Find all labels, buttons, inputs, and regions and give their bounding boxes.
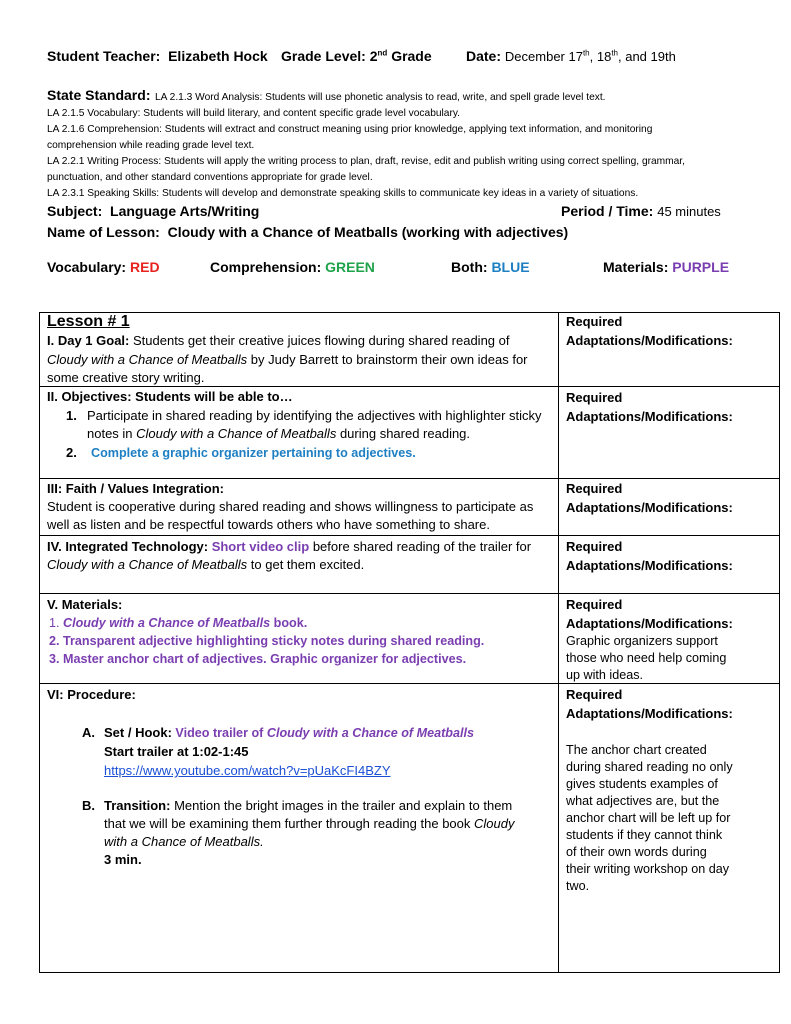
- procedure-b-letter: B.: [82, 798, 95, 813]
- goal-line-2: [47, 351, 528, 370]
- procedure-b-label: Transition:: [104, 798, 171, 813]
- procedure-a-text: Video trailer of: [171, 726, 267, 740]
- tech-line-1: [47, 538, 531, 557]
- legend-materials-color: PURPLE: [672, 259, 730, 275]
- materials-title: V. Materials:: [47, 597, 123, 612]
- subject-label: Subject:: [47, 203, 103, 219]
- standard-line-2: LA 2.1.5 Vocabulary: Students will build literary, and content specific grade level vocabulary.: [47, 107, 461, 119]
- tech-text-1: before shared reading of the trailer for: [309, 539, 532, 554]
- lesson-name-label: Name of Lesson:: [47, 224, 160, 240]
- teacher-name: Elizabeth Hock: [168, 48, 268, 64]
- date-sup-b: th: [611, 48, 618, 58]
- teacher-label: Student Teacher:: [47, 48, 161, 64]
- procedure-b-text-2: that we will be examining them further through reading the book: [104, 816, 474, 831]
- header-grade: [281, 48, 432, 64]
- faith-line-2: well as listen and be respectful towards others who have something to share.: [47, 517, 490, 532]
- procedure-a-label: Set / Hook:: [104, 725, 172, 740]
- objective-1-line-1: Participate in shared reading by identifying the adjectives with highlighter sticky: [87, 408, 542, 423]
- goal-text-2: by Judy Barrett to brainstorm their own ideas for: [247, 352, 528, 367]
- legend-both-color: BLUE: [491, 259, 530, 275]
- state-standard-block: [47, 86, 747, 202]
- table-column-divider: [558, 312, 559, 973]
- objectives-title: II. Objectives: Students will be able to…: [47, 389, 293, 404]
- required-adaptations-4: Required Adaptations/Modifications:: [566, 539, 733, 573]
- date-part-b: , 18: [589, 49, 612, 64]
- tech-title: IV. Integrated Technology:: [47, 539, 209, 554]
- state-standard-label: State Standard:: [47, 87, 151, 103]
- objective-1-book: Cloudy with a Chance of Meatballs: [136, 426, 337, 441]
- header-teacher: [47, 48, 268, 64]
- procedure-note-line-9: two.: [566, 879, 590, 893]
- legend-vocabulary-color: RED: [130, 259, 160, 275]
- legend-both: [451, 259, 530, 275]
- lesson-title: Lesson # 1: [47, 313, 130, 330]
- standard-line-4a: LA 2.2.1 Writing Process: Students will apply the writing process to plan, draft, revise, edit and publish writing using correct spelling, grammar,: [47, 156, 685, 167]
- objective-1-text-b: during shared reading.: [336, 426, 471, 441]
- legend-materials: [603, 259, 729, 275]
- legend-comprehension: [210, 259, 375, 275]
- legend-vocabulary: [47, 259, 160, 275]
- date-part-c: , and 19th: [617, 49, 676, 64]
- procedure-title: VI: Procedure:: [47, 687, 136, 702]
- required-adaptations-6: Required Adaptations/Modifications:: [566, 687, 733, 721]
- grade-number: 2: [369, 48, 378, 64]
- procedure-b-text-1: Mention the bright images in the trailer and explain to them: [170, 798, 513, 813]
- grade-label: Grade Level:: [281, 48, 366, 64]
- standard-line-3b: comprehension while reading grade level text.: [47, 139, 255, 151]
- standard-line-5: LA 2.3.1 Speaking Skills: Students will develop and demonstrate speaking skills to communicate key ideas in a variety of situations.: [47, 188, 639, 199]
- objective-2-number: 2.: [66, 445, 77, 460]
- procedure-b-time: 3 min.: [104, 852, 142, 867]
- procedure-note-line-8: their writing workshop on day: [566, 862, 730, 876]
- subject-line: [47, 203, 259, 219]
- date-part-a: December 17: [504, 49, 583, 64]
- procedure-note-line-3: gives students examples of: [566, 777, 718, 791]
- row-divider-4: [39, 593, 780, 594]
- legend-vocabulary-label: Vocabulary:: [47, 259, 127, 275]
- required-adaptations-2: Required Adaptations/Modifications:: [566, 390, 733, 424]
- header-date: [466, 48, 676, 64]
- goal-book-title: Cloudy with a Chance of Meatballs: [47, 352, 248, 367]
- required-adaptations-5: Required Adaptations/Modifications:: [566, 597, 733, 631]
- period-label: Period / Time:: [561, 203, 654, 219]
- procedure-note-line-4: what adjectives are, but the: [566, 794, 720, 808]
- legend-materials-label: Materials:: [603, 259, 669, 275]
- goal-line-3: some creative story writing.: [47, 370, 205, 385]
- date-value: [505, 49, 676, 64]
- material-2: 2. Transparent adjective highlighting sticky notes during shared reading.: [49, 634, 485, 648]
- procedure-note-line-7: of their own words during: [566, 845, 707, 859]
- procedure-a-start-time: Start trailer at 1:02-1:45: [104, 744, 249, 759]
- procedure-b-book-2: with a Chance of Meatballs.: [104, 834, 264, 849]
- objective-2-text: Complete a graphic organizer pertaining to adjectives.: [91, 446, 416, 460]
- grade-suffix: nd: [377, 48, 388, 58]
- material-1-text: book.: [270, 616, 308, 630]
- procedure-note-line-1: The anchor chart created: [566, 743, 707, 757]
- legend-both-label: Both:: [451, 259, 488, 275]
- row-divider-2: [39, 478, 780, 479]
- tech-book: Cloudy with a Chance of Meatballs: [47, 557, 248, 572]
- materials-note-line-3: up with ideas.: [566, 668, 644, 682]
- legend-comprehension-color: GREEN: [325, 259, 375, 275]
- trailer-video-link[interactable]: https://www.youtube.com/watch?v=pUaKcFI4BZY: [104, 763, 391, 778]
- procedure-b-line-2: [104, 815, 514, 834]
- procedure-a-book: Cloudy with a Chance of Meatballs: [266, 726, 474, 740]
- lesson-name-line: [47, 224, 568, 240]
- goal-text-1: Students get their creative juices flowing during shared reading of: [129, 333, 510, 348]
- goal-label: I. Day 1 Goal:: [47, 333, 130, 348]
- material-1: [49, 614, 307, 633]
- procedure-adaptation-note: [566, 742, 746, 895]
- faith-title: III: Faith / Values Integration:: [47, 481, 224, 496]
- date-label: Date:: [466, 48, 502, 64]
- procedure-note-line-5: anchor chart will be left up for: [566, 811, 731, 825]
- date-sup-a: th: [582, 48, 590, 58]
- legend-comprehension-label: Comprehension:: [210, 259, 322, 275]
- faith-line-1: Student is cooperative during shared reading and shows willingness to participate as: [47, 499, 534, 514]
- grade-word: Grade: [391, 48, 432, 64]
- materials-note-line-2: those who need help coming: [566, 651, 727, 665]
- procedure-b-book-1: Cloudy: [474, 816, 515, 831]
- standard-line-4b: punctuation, and other standard conventions appropriate for grade level.: [47, 171, 373, 183]
- subject-value: Language Arts/Writing: [110, 203, 260, 219]
- objective-1-number: 1.: [66, 408, 77, 423]
- period-value: 45 minutes: [657, 204, 721, 219]
- row-divider-3: [39, 535, 780, 536]
- procedure-b-line-1: [104, 797, 512, 816]
- lesson-name-value: Cloudy with a Chance of Meatballs (working with adjectives): [167, 224, 569, 240]
- material-1-book: Cloudy with a Chance of Meatballs: [63, 616, 271, 630]
- materials-adaptation-note: [566, 633, 746, 684]
- procedure-a-line-1: [104, 724, 474, 743]
- objective-1-text-a: notes in: [87, 426, 137, 441]
- tech-highlight: Short video clip: [208, 539, 310, 554]
- materials-note-line-1: Graphic organizers support: [566, 634, 718, 648]
- goal-line-1: [47, 332, 510, 351]
- period-line: [561, 203, 721, 219]
- material-3: 3. Master anchor chart of adjectives. Graphic organizer for adjectives.: [49, 652, 467, 666]
- tech-text-2: to get them excited.: [247, 557, 365, 572]
- tech-line-2: [47, 556, 364, 575]
- standard-line-3a: LA 2.1.6 Comprehension: Students will extract and construct meaning using prior knowledge, applying text information, and monitoring: [47, 124, 653, 135]
- objective-1-line-2: [87, 425, 470, 444]
- required-adaptations-1: Required Adaptations/Modifications:: [566, 314, 733, 348]
- procedure-a-letter: A.: [82, 725, 95, 740]
- standard-line-1: LA 2.1.3 Word Analysis: Students will use phonetic analysis to read, write, and spell grade level text.: [154, 92, 606, 103]
- procedure-note-line-6: students if they cannot think: [566, 828, 723, 842]
- required-adaptations-3: Required Adaptations/Modifications:: [566, 481, 733, 515]
- material-1-number: 1.: [49, 616, 60, 630]
- procedure-note-line-2: during shared reading no only: [566, 760, 733, 774]
